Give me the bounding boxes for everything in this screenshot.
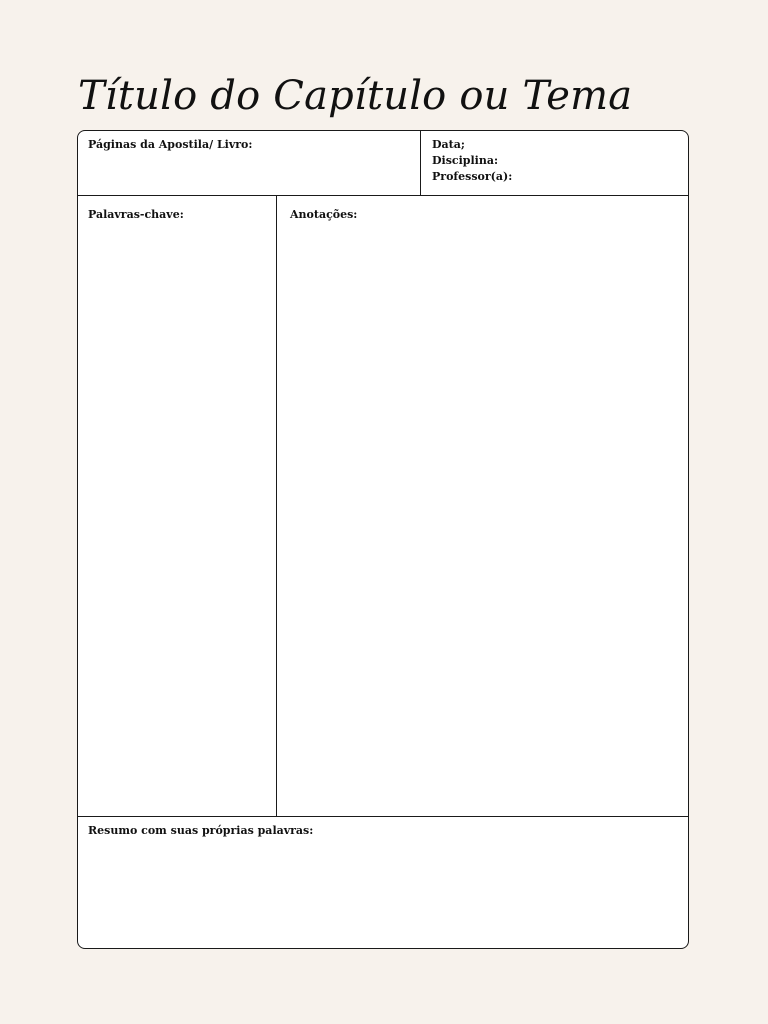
notes-area[interactable]	[277, 196, 689, 816]
keywords-area[interactable]	[78, 196, 276, 816]
notes-label: Anotações:	[290, 208, 358, 221]
page-title: Título do Capítulo ou Tema	[78, 73, 633, 119]
keywords-label: Palavras-chave:	[88, 208, 184, 221]
pages-label: Páginas da Apostila/ Livro:	[88, 138, 253, 151]
course-info-field[interactable]	[421, 131, 689, 195]
date-label: Data;	[432, 138, 465, 151]
pages-field[interactable]	[78, 131, 420, 195]
summary-label: Resumo com suas próprias palavras:	[88, 824, 314, 837]
teacher-label: Professor(a):	[432, 170, 513, 183]
summary-area[interactable]	[78, 817, 689, 949]
subject-label: Disciplina:	[432, 154, 499, 167]
cornell-notes-sheet	[77, 130, 689, 949]
